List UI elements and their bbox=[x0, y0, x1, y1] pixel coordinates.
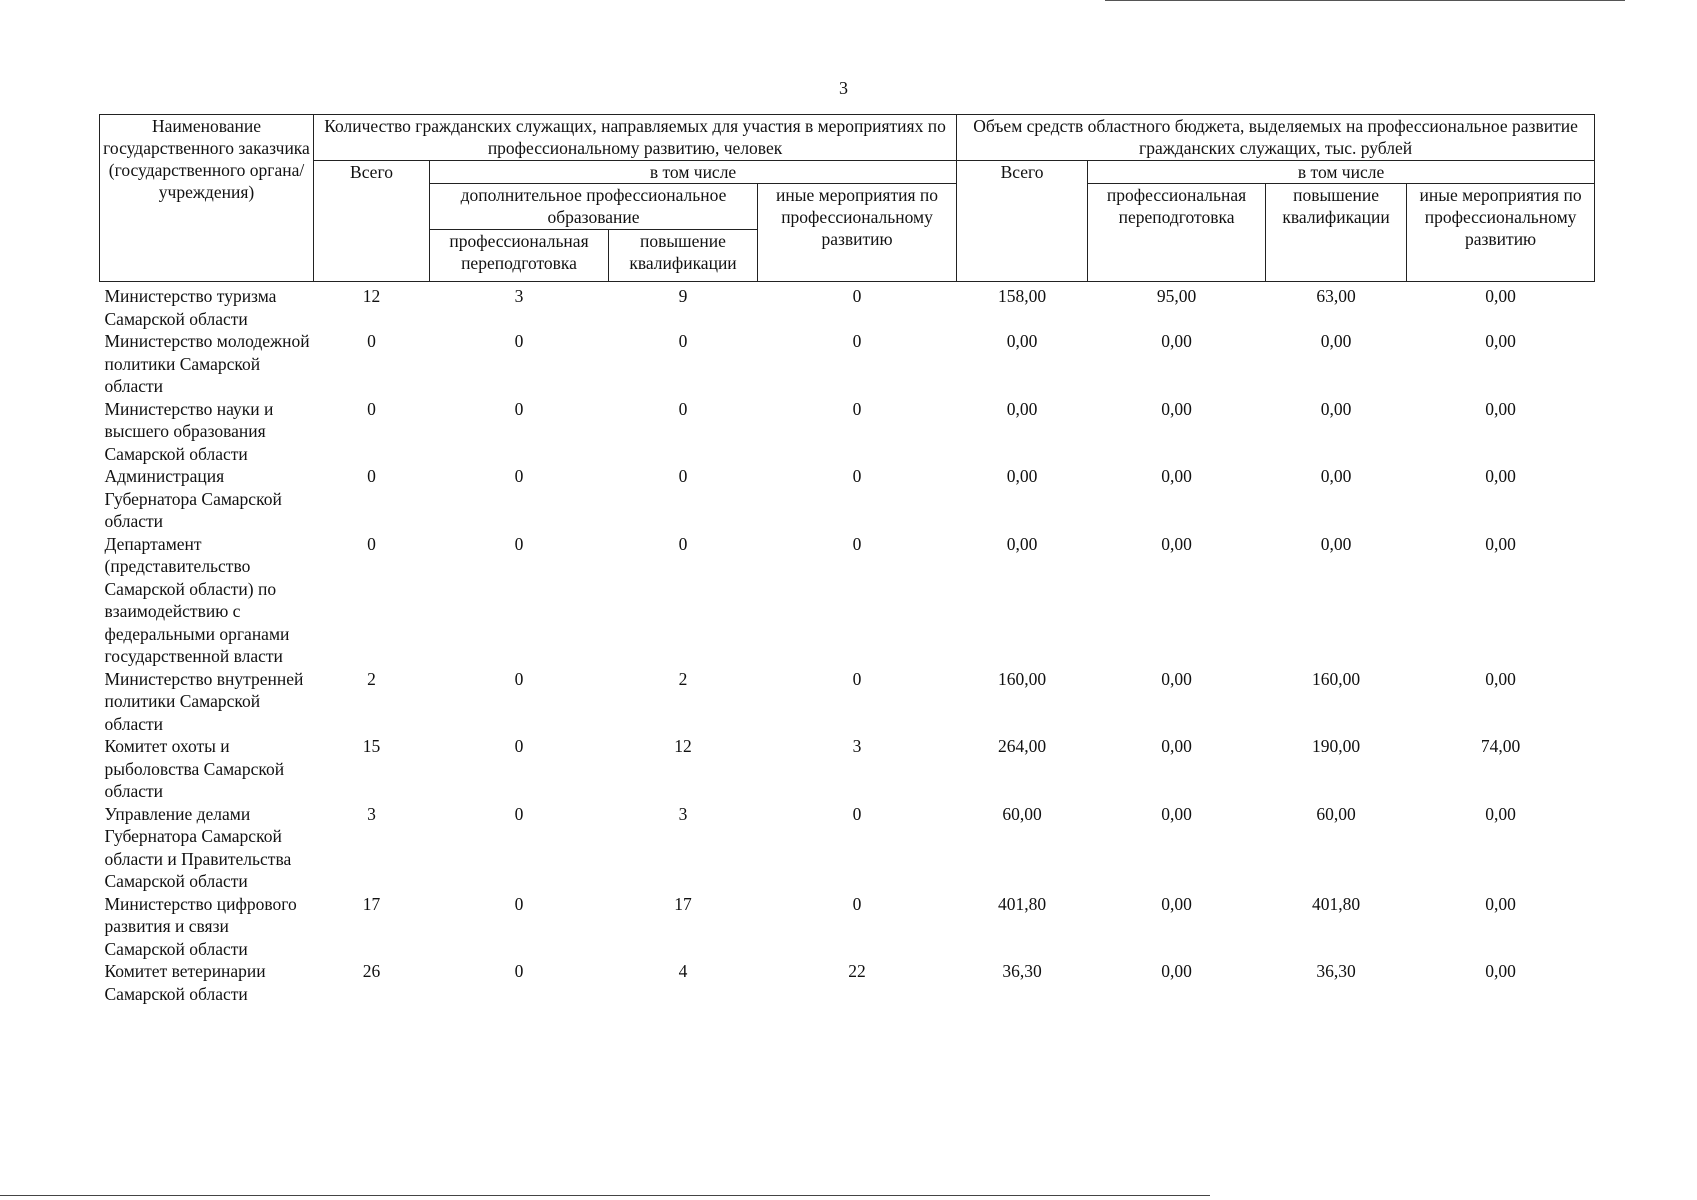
table-row bbox=[100, 330, 1595, 398]
budget-other-cell: 0,00 bbox=[1485, 961, 1516, 981]
budget-qualification-cell: 0,00 bbox=[1320, 331, 1352, 351]
count-other-cell: 0 bbox=[852, 398, 862, 419]
budget-retraining-cell: 95,00 bbox=[1156, 286, 1197, 306]
header-budget-total: Всего bbox=[957, 161, 1088, 282]
count-total-cell: 26 bbox=[362, 961, 381, 981]
count-retraining-cell: 3 bbox=[514, 286, 524, 306]
count-other-cell: 3 bbox=[852, 736, 862, 756]
count-total-cell: 12 bbox=[362, 286, 381, 306]
table-row bbox=[100, 533, 1595, 668]
org-name-cell: Комитет охоты и рыболовства Самарской области bbox=[104, 736, 285, 801]
count-qualification-cell: 3 bbox=[678, 803, 688, 824]
count-retraining-cell: 0 bbox=[514, 466, 524, 486]
budget-other-cell: 0,00 bbox=[1485, 466, 1516, 486]
header-budget-other-events: иные мероприятия по профессиональному развитию bbox=[1407, 184, 1595, 282]
count-other-cell: 0 bbox=[852, 466, 862, 486]
count-retraining-cell: 0 bbox=[514, 398, 524, 419]
budget-retraining-cell: 0,00 bbox=[1161, 331, 1192, 351]
count-other-cell: 0 bbox=[852, 533, 862, 554]
budget-retraining-cell: 0,00 bbox=[1161, 803, 1192, 824]
header-count-including: в том числе bbox=[430, 161, 957, 184]
budget-retraining-cell: 0,00 bbox=[1161, 893, 1192, 914]
budget-retraining-cell: 0,00 bbox=[1161, 961, 1192, 981]
budget-other-cell: 0,00 bbox=[1485, 286, 1516, 306]
budget-other-cell: 0,00 bbox=[1485, 398, 1516, 419]
header-budget-retraining: профессиональная переподготовка bbox=[1088, 184, 1266, 282]
budget-total-cell: 160,00 bbox=[997, 668, 1047, 689]
table-row bbox=[100, 803, 1595, 893]
org-name-cell: Управление делами Губернатора Самарской области и Правительства Самарской области bbox=[104, 803, 292, 891]
budget-qualification-cell: 60,00 bbox=[1316, 803, 1356, 824]
count-retraining-cell: 0 bbox=[514, 736, 524, 756]
table-row bbox=[100, 282, 1595, 331]
count-total-cell: 0 bbox=[367, 466, 376, 486]
table-row bbox=[100, 398, 1595, 466]
budget-other-cell: 0,00 bbox=[1485, 668, 1516, 689]
table-row bbox=[100, 893, 1595, 961]
budget-total-cell: 0,00 bbox=[1006, 533, 1038, 554]
header-count-additional-education: дополнительное профессиональное образование bbox=[430, 184, 758, 230]
budget-retraining-cell: 0,00 bbox=[1161, 533, 1192, 554]
org-name-cell: Министерство цифрового развития и связи Самарской области bbox=[104, 893, 297, 959]
count-qualification-cell: 0 bbox=[678, 331, 688, 351]
budget-total-cell: 0,00 bbox=[1006, 466, 1038, 486]
budget-retraining-cell: 0,00 bbox=[1161, 736, 1192, 756]
budget-qualification-cell: 190,00 bbox=[1311, 736, 1361, 756]
budget-other-cell: 0,00 bbox=[1485, 331, 1516, 351]
count-retraining-cell: 0 bbox=[514, 533, 524, 554]
budget-other-cell: 74,00 bbox=[1480, 736, 1521, 756]
count-other-cell: 22 bbox=[848, 961, 866, 981]
table-row bbox=[100, 668, 1595, 736]
count-retraining-cell: 0 bbox=[514, 803, 524, 824]
budget-other-cell: 0,00 bbox=[1485, 533, 1516, 554]
budget-qualification-cell: 63,00 bbox=[1316, 286, 1356, 306]
count-qualification-cell: 0 bbox=[678, 398, 688, 419]
count-total-cell: 15 bbox=[362, 736, 381, 756]
count-retraining-cell: 0 bbox=[514, 668, 524, 689]
budget-total-cell: 401,80 bbox=[997, 893, 1047, 914]
budget-total-cell: 0,00 bbox=[1006, 398, 1038, 419]
header-budget-group: Объем средств областного бюджета, выделяемых на профессиональное развитие гражданских служащих, тыс. рублей bbox=[957, 115, 1595, 161]
budget-retraining-cell: 0,00 bbox=[1161, 466, 1192, 486]
header-count-total: Всего bbox=[314, 161, 430, 282]
table-body bbox=[100, 282, 1595, 1006]
top-rule bbox=[1105, 0, 1625, 1]
table-header bbox=[100, 115, 1595, 282]
count-qualification-cell: 12 bbox=[674, 736, 692, 756]
budget-qualification-cell: 401,80 bbox=[1311, 893, 1361, 914]
count-total-cell: 0 bbox=[367, 331, 376, 351]
count-qualification-cell: 2 bbox=[678, 668, 688, 689]
budget-qualification-cell: 0,00 bbox=[1320, 466, 1352, 486]
budget-total-cell: 264,00 bbox=[997, 736, 1047, 756]
count-other-cell: 0 bbox=[852, 803, 862, 824]
header-count-other-events: иные мероприятия по профессиональному развитию bbox=[758, 184, 957, 282]
count-total-cell: 0 bbox=[367, 533, 376, 554]
budget-retraining-cell: 0,00 bbox=[1161, 668, 1192, 689]
table-row bbox=[100, 735, 1595, 803]
budget-qualification-cell: 0,00 bbox=[1320, 533, 1352, 554]
org-name-cell: Департамент (представительство Самарской области) по взаимодействию с федеральными органами государственной власти bbox=[104, 533, 290, 666]
budget-total-cell: 60,00 bbox=[1002, 803, 1042, 824]
count-retraining-cell: 0 bbox=[514, 961, 524, 981]
bottom-rule bbox=[0, 1195, 1210, 1196]
count-total-cell: 3 bbox=[367, 803, 376, 824]
org-name-cell: Министерство туризма Самарской области bbox=[104, 286, 277, 329]
header-count-qualification: повышение квалификации bbox=[609, 230, 758, 282]
org-name-cell: Министерство молодежной политики Самарской области bbox=[104, 331, 310, 396]
org-name-cell: Комитет ветеринарии Самарской области bbox=[104, 961, 266, 1004]
org-name-cell: Министерство внутренней политики Самарской области bbox=[104, 668, 304, 734]
table-row bbox=[100, 465, 1595, 533]
count-qualification-cell: 17 bbox=[674, 893, 692, 914]
count-total-cell: 0 bbox=[367, 398, 376, 419]
professional-development-table bbox=[99, 114, 1595, 1005]
header-count-retraining: профессиональная переподготовка bbox=[430, 230, 609, 282]
budget-qualification-cell: 160,00 bbox=[1311, 668, 1361, 689]
count-total-cell: 17 bbox=[362, 893, 381, 914]
budget-other-cell: 0,00 bbox=[1485, 893, 1516, 914]
count-qualification-cell: 0 bbox=[678, 466, 688, 486]
table-row bbox=[100, 960, 1595, 1005]
count-other-cell: 0 bbox=[852, 331, 862, 351]
header-count-group: Количество гражданских служащих, направляемых для участия в мероприятиях по профессиональному развитию, человек bbox=[314, 115, 957, 161]
count-other-cell: 0 bbox=[852, 286, 862, 306]
count-qualification-cell: 0 bbox=[678, 533, 688, 554]
budget-total-cell: 0,00 bbox=[1006, 331, 1038, 351]
budget-other-cell: 0,00 bbox=[1485, 803, 1516, 824]
org-name-cell: Министерство науки и высшего образования Самарской области bbox=[104, 398, 274, 464]
count-qualification-cell: 9 bbox=[678, 286, 688, 306]
count-other-cell: 0 bbox=[852, 893, 862, 914]
count-retraining-cell: 0 bbox=[514, 331, 524, 351]
budget-qualification-cell: 36,30 bbox=[1316, 961, 1356, 981]
budget-retraining-cell: 0,00 bbox=[1161, 398, 1192, 419]
count-qualification-cell: 4 bbox=[678, 961, 688, 981]
count-retraining-cell: 0 bbox=[514, 893, 524, 914]
page-number: 3 bbox=[839, 78, 848, 98]
header-org-name: Наименование государственного заказчика (государственного органа/учреждения) bbox=[100, 115, 314, 282]
org-name-cell: Администрация Губернатора Самарской области bbox=[104, 466, 282, 531]
budget-total-cell: 158,00 bbox=[997, 286, 1047, 306]
header-budget-qualification: повышение квалификации bbox=[1266, 184, 1407, 282]
header-budget-including: в том числе bbox=[1088, 161, 1595, 184]
budget-total-cell: 36,30 bbox=[1002, 961, 1042, 981]
count-other-cell: 0 bbox=[852, 668, 862, 689]
budget-qualification-cell: 0,00 bbox=[1320, 398, 1352, 419]
count-total-cell: 2 bbox=[367, 668, 376, 689]
